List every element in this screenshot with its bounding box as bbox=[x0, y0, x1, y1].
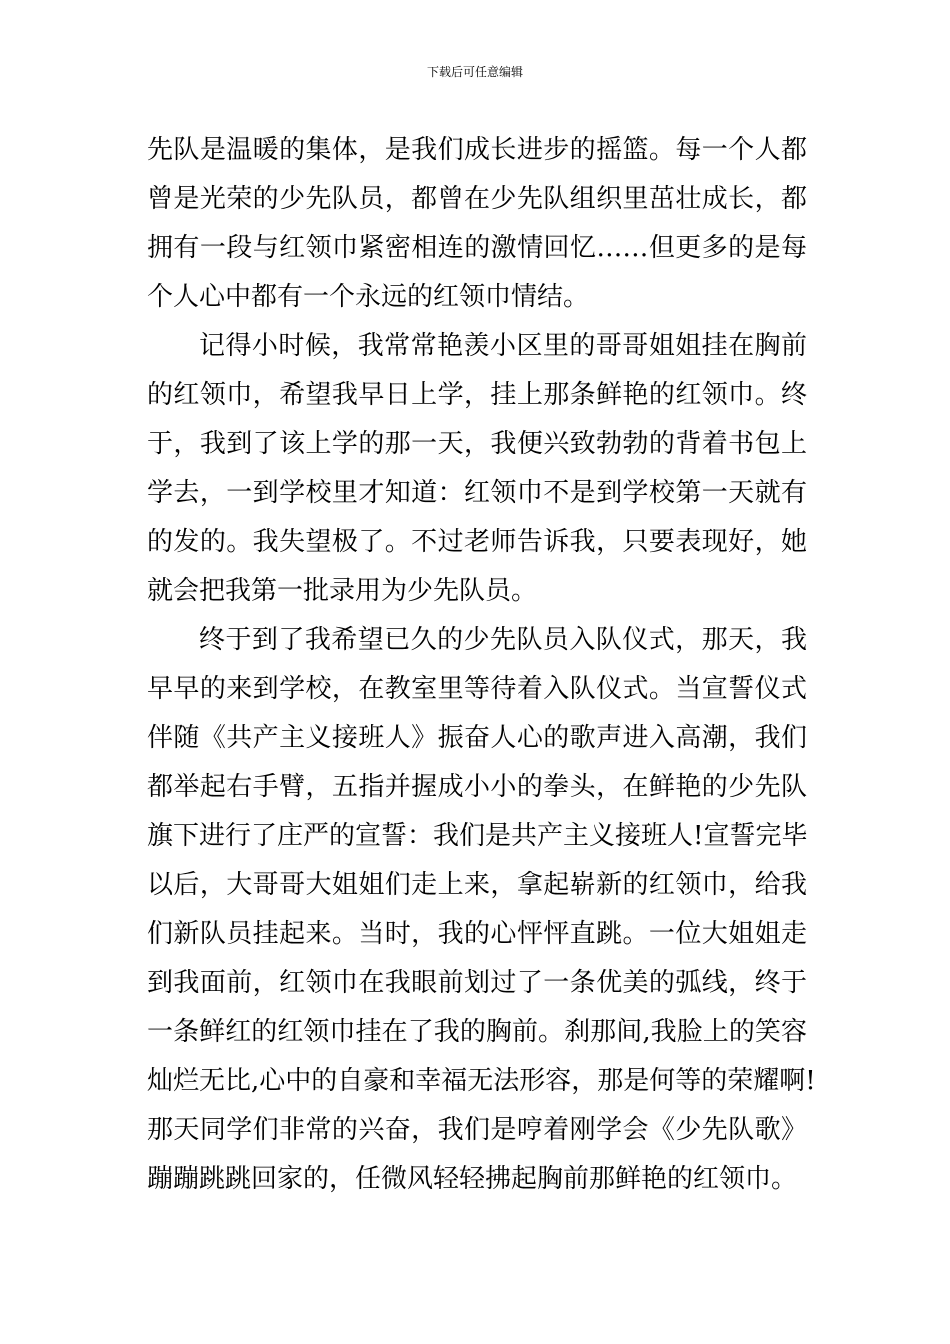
body-line: 的红领巾，希望我早日上学，挂上那条鲜艳的红领巾。终 bbox=[147, 380, 807, 410]
page-header-note: 下载后可任意编辑 bbox=[426, 65, 523, 79]
body-line: 到我面前，红领巾在我眼前划过了一条优美的弧线，终于 bbox=[147, 968, 807, 998]
body-line: 一条鲜红的红领巾挂在了我的胸前。刹那间,我脸上的笑容 bbox=[147, 1017, 807, 1047]
body-line: 个人心中都有一个永远的红领巾情结。 bbox=[147, 282, 590, 312]
body-line: 那天同学们非常的兴奋，我们是哼着刚学会《少先队歌》 bbox=[147, 1115, 807, 1145]
body-line: 灿烂无比,心中的自豪和幸福无法形容，那是何等的荣耀啊! bbox=[147, 1066, 816, 1096]
body-line: 们新队员挂起来。当时，我的心怦怦直跳。一位大姐姐走 bbox=[147, 919, 807, 949]
body-line: 旗下进行了庄严的宣誓：我们是共产主义接班人!宣誓完毕 bbox=[147, 821, 808, 851]
body-line: 的发的。我失望极了。不过老师告诉我，只要表现好，她 bbox=[147, 527, 807, 557]
body-line: 早早的来到学校，在教室里等待着入队仪式。当宣誓仪式 bbox=[147, 674, 807, 704]
body-line: 都举起右手臂，五指并握成小小的拳头，在鲜艳的少先队 bbox=[147, 772, 807, 802]
body-line: 曾是光荣的少先队员，都曾在少先队组织里茁壮成长，都 bbox=[147, 184, 807, 214]
body-line: 于，我到了该上学的那一天，我便兴致勃勃的背着书包上 bbox=[147, 429, 807, 459]
paragraph-first-line: 记得小时候，我常常艳羡小区里的哥哥姐姐挂在胸前 bbox=[199, 331, 807, 361]
body-line: 伴随《共产主义接班人》振奋人心的歌声进入高潮，我们 bbox=[147, 723, 807, 753]
body-line: 蹦蹦跳跳回家的，任微风轻轻拂起胸前那鲜艳的红领巾。 bbox=[147, 1164, 798, 1194]
paragraph-first-line: 终于到了我希望已久的少先队员入队仪式，那天，我 bbox=[199, 625, 807, 655]
body-line: 先队是温暖的集体，是我们成长进步的摇篮。每一个人都 bbox=[147, 135, 807, 165]
body-line: 以后，大哥哥大姐姐们走上来，拿起崭新的红领巾，给我 bbox=[147, 870, 807, 900]
body-line: 学去，一到学校里才知道：红领巾不是到学校第一天就有 bbox=[147, 478, 807, 508]
body-line: 拥有一段与红领巾紧密相连的激情回忆……但更多的是每 bbox=[147, 233, 807, 263]
body-line: 就会把我第一批录用为少先队员。 bbox=[147, 576, 538, 606]
